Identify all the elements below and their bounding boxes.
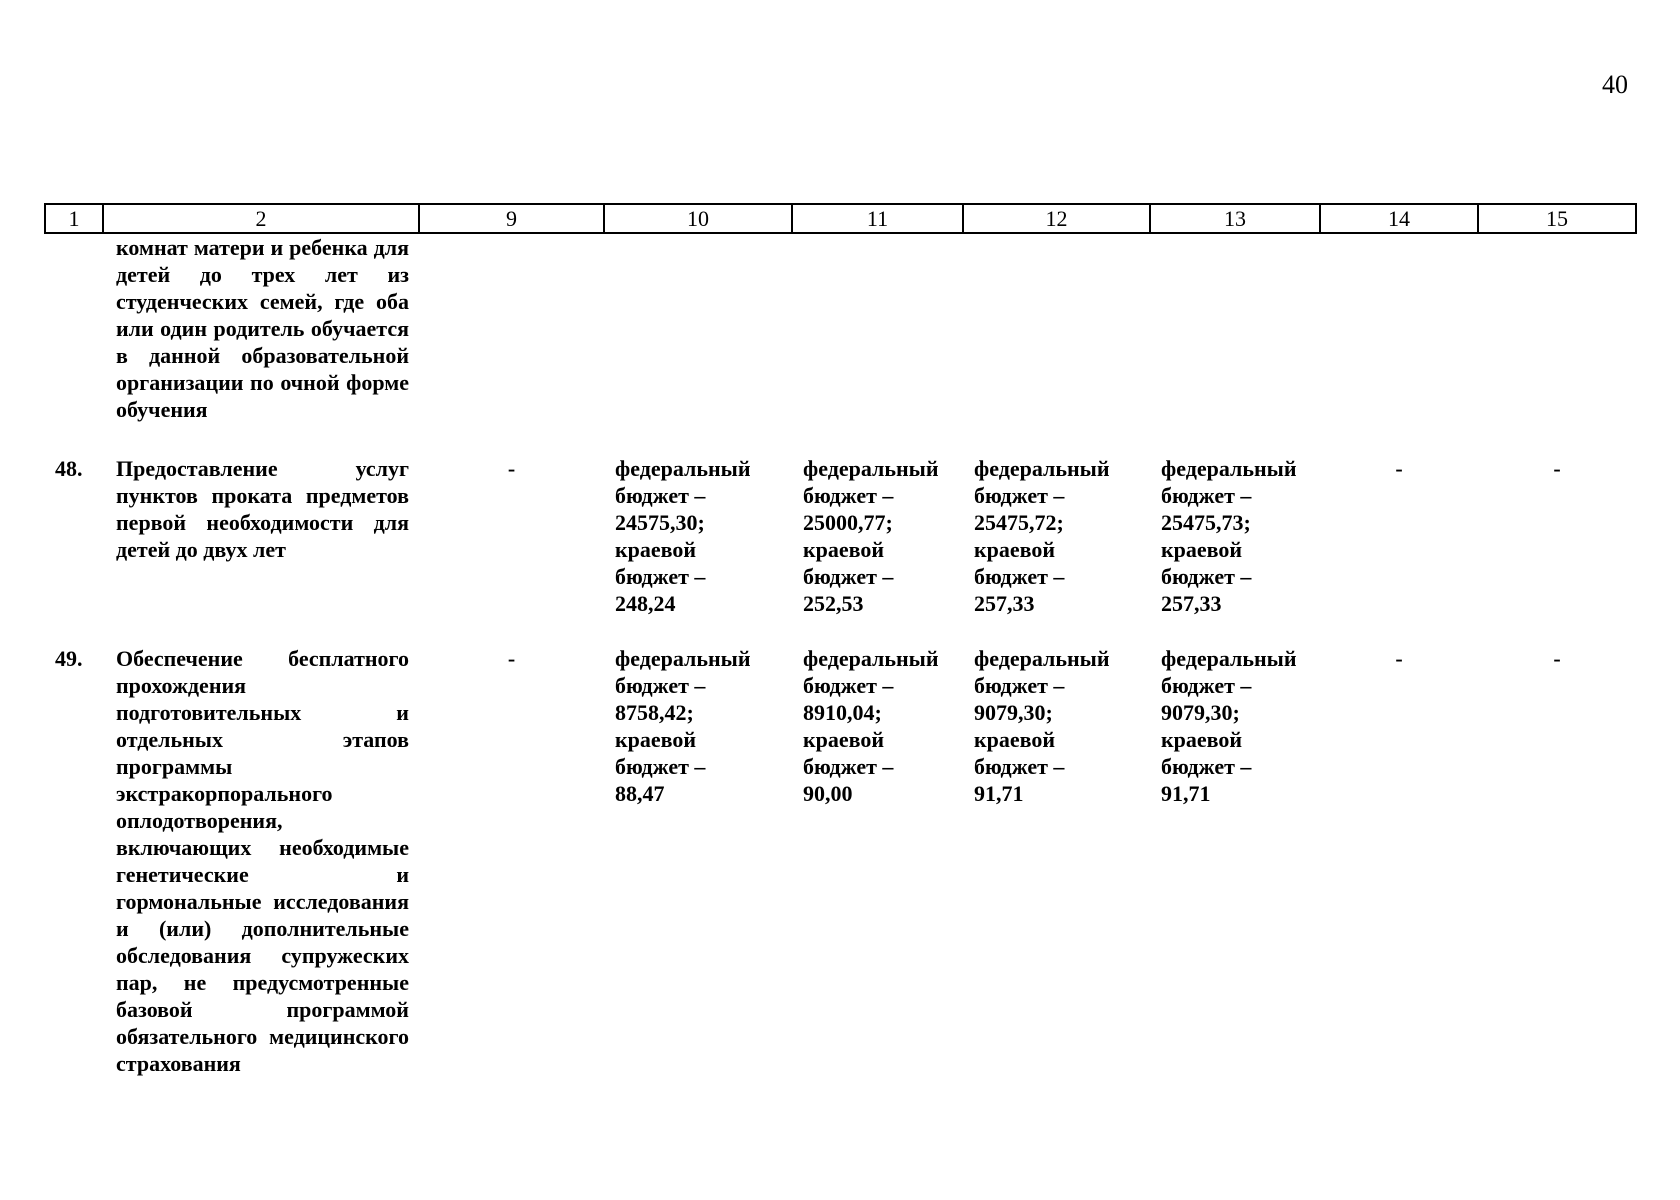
column-header: 14 — [1320, 204, 1478, 233]
budget-line: бюджет – — [1161, 483, 1252, 508]
row-number: 48. — [55, 456, 83, 481]
budget-line: 8758,42; — [615, 700, 694, 725]
table-row — [45, 455, 1636, 645]
budget-cell-c11 — [792, 233, 963, 455]
budget-line: краевой — [974, 727, 1056, 752]
budget-line: 24575,30; — [615, 510, 705, 535]
budget-line: бюджет – — [974, 673, 1065, 698]
budget-line: федеральный — [615, 646, 751, 671]
budget-line: краевой — [615, 537, 697, 562]
budget-line: 257,33 — [1161, 591, 1222, 616]
budget-line: 9079,30; — [974, 700, 1053, 725]
budget-line: бюджет – — [974, 754, 1065, 779]
budget-line: 248,24 — [615, 591, 676, 616]
measure-description: Предоставление услуг пунктов проката предметов первой необходимости для детей до двух лет — [116, 456, 409, 562]
budget-line: бюджет – — [1161, 564, 1252, 589]
budget-table-container — [44, 203, 1635, 1077]
page-number: 40 — [1602, 70, 1628, 99]
column-header: 15 — [1478, 204, 1636, 233]
budget-line: бюджет – — [974, 564, 1065, 589]
budget-line: федеральный — [803, 646, 939, 671]
column-header: 12 — [963, 204, 1150, 233]
budget-line: бюджет – — [1161, 754, 1252, 779]
budget-line: краевой — [803, 727, 885, 752]
budget-line: федеральный — [1161, 456, 1297, 481]
budget-cell-c13 — [1150, 645, 1320, 1077]
budget-cell-c11 — [792, 645, 963, 1077]
column-9-value: - — [507, 456, 516, 481]
budget-line: бюджет – — [803, 483, 894, 508]
budget-line: 91,71 — [1161, 781, 1211, 806]
row-number: 49. — [55, 646, 83, 671]
budget-cell-c10 — [604, 455, 792, 645]
budget-cell-c12 — [963, 645, 1150, 1077]
column-9-value — [419, 233, 604, 455]
budget-line: бюджет – — [615, 483, 706, 508]
column-14-value: - — [1395, 456, 1403, 481]
budget-cell-c11 — [792, 455, 963, 645]
budget-line: 88,47 — [615, 781, 665, 806]
budget-line: краевой — [615, 727, 697, 752]
table-row — [45, 645, 1636, 1077]
budget-line: краевой — [974, 537, 1056, 562]
budget-line: бюджет – — [803, 673, 894, 698]
budget-line: 9079,30; — [1161, 700, 1240, 725]
column-15-value: - — [1553, 646, 1561, 671]
budget-line: краевой — [1161, 727, 1243, 752]
measure-description: комнат матери и ребенка для детей до трех лет из студенческих семей, где оба или один родитель обучается в данной образовательной организации по очной форме обучения — [116, 235, 409, 422]
budget-line: бюджет – — [974, 483, 1065, 508]
budget-line: федеральный — [1161, 646, 1297, 671]
budget-cell-c10 — [604, 645, 792, 1077]
budget-line: 91,71 — [974, 781, 1024, 806]
budget-line: 25000,77; — [803, 510, 893, 535]
budget-cell-c13 — [1150, 233, 1320, 455]
budget-line: 90,00 — [803, 781, 853, 806]
budget-line: федеральный — [974, 456, 1110, 481]
column-header: 11 — [792, 204, 963, 233]
budget-cell-c12 — [963, 233, 1150, 455]
budget-line: бюджет – — [615, 673, 706, 698]
budget-line: бюджет – — [615, 564, 706, 589]
column-header: 2 — [103, 204, 419, 233]
column-15-value: - — [1553, 456, 1561, 481]
column-header: 13 — [1150, 204, 1320, 233]
column-header: 1 — [45, 204, 103, 233]
budget-cell-c12 — [963, 455, 1150, 645]
budget-cell-c10 — [604, 233, 792, 455]
table-row — [45, 233, 1636, 455]
budget-line: бюджет – — [803, 754, 894, 779]
budget-line: 8910,04; — [803, 700, 882, 725]
budget-line: краевой — [803, 537, 885, 562]
budget-line: бюджет – — [803, 564, 894, 589]
budget-line: бюджет – — [1161, 673, 1252, 698]
column-14-value — [1320, 233, 1478, 455]
budget-cell-c13 — [1150, 455, 1320, 645]
budget-table — [44, 203, 1637, 1077]
column-9-value: - — [507, 646, 516, 671]
budget-line: федеральный — [974, 646, 1110, 671]
table-header-row — [45, 204, 1636, 233]
column-header: 9 — [419, 204, 604, 233]
budget-line: 252,53 — [803, 591, 864, 616]
column-15-value — [1478, 233, 1636, 455]
measure-description: Обеспечение бесплатного прохождения подготовительных и отдельных этапов программы экстракорпорального оплодотворения, включающих необходимые генетические и гормональные исследования и (или) дополнительные обследования супружеских пар, не предусмотренные базовой программой обязательного медицинского страхования — [116, 646, 409, 1076]
column-14-value: - — [1395, 646, 1403, 671]
budget-line: 25475,73; — [1161, 510, 1251, 535]
budget-line: федеральный — [615, 456, 751, 481]
budget-line: бюджет – — [615, 754, 706, 779]
budget-line: 257,33 — [974, 591, 1035, 616]
budget-line: 25475,72; — [974, 510, 1064, 535]
budget-line: федеральный — [803, 456, 939, 481]
budget-line: краевой — [1161, 537, 1243, 562]
row-number — [45, 233, 103, 455]
column-header: 10 — [604, 204, 792, 233]
